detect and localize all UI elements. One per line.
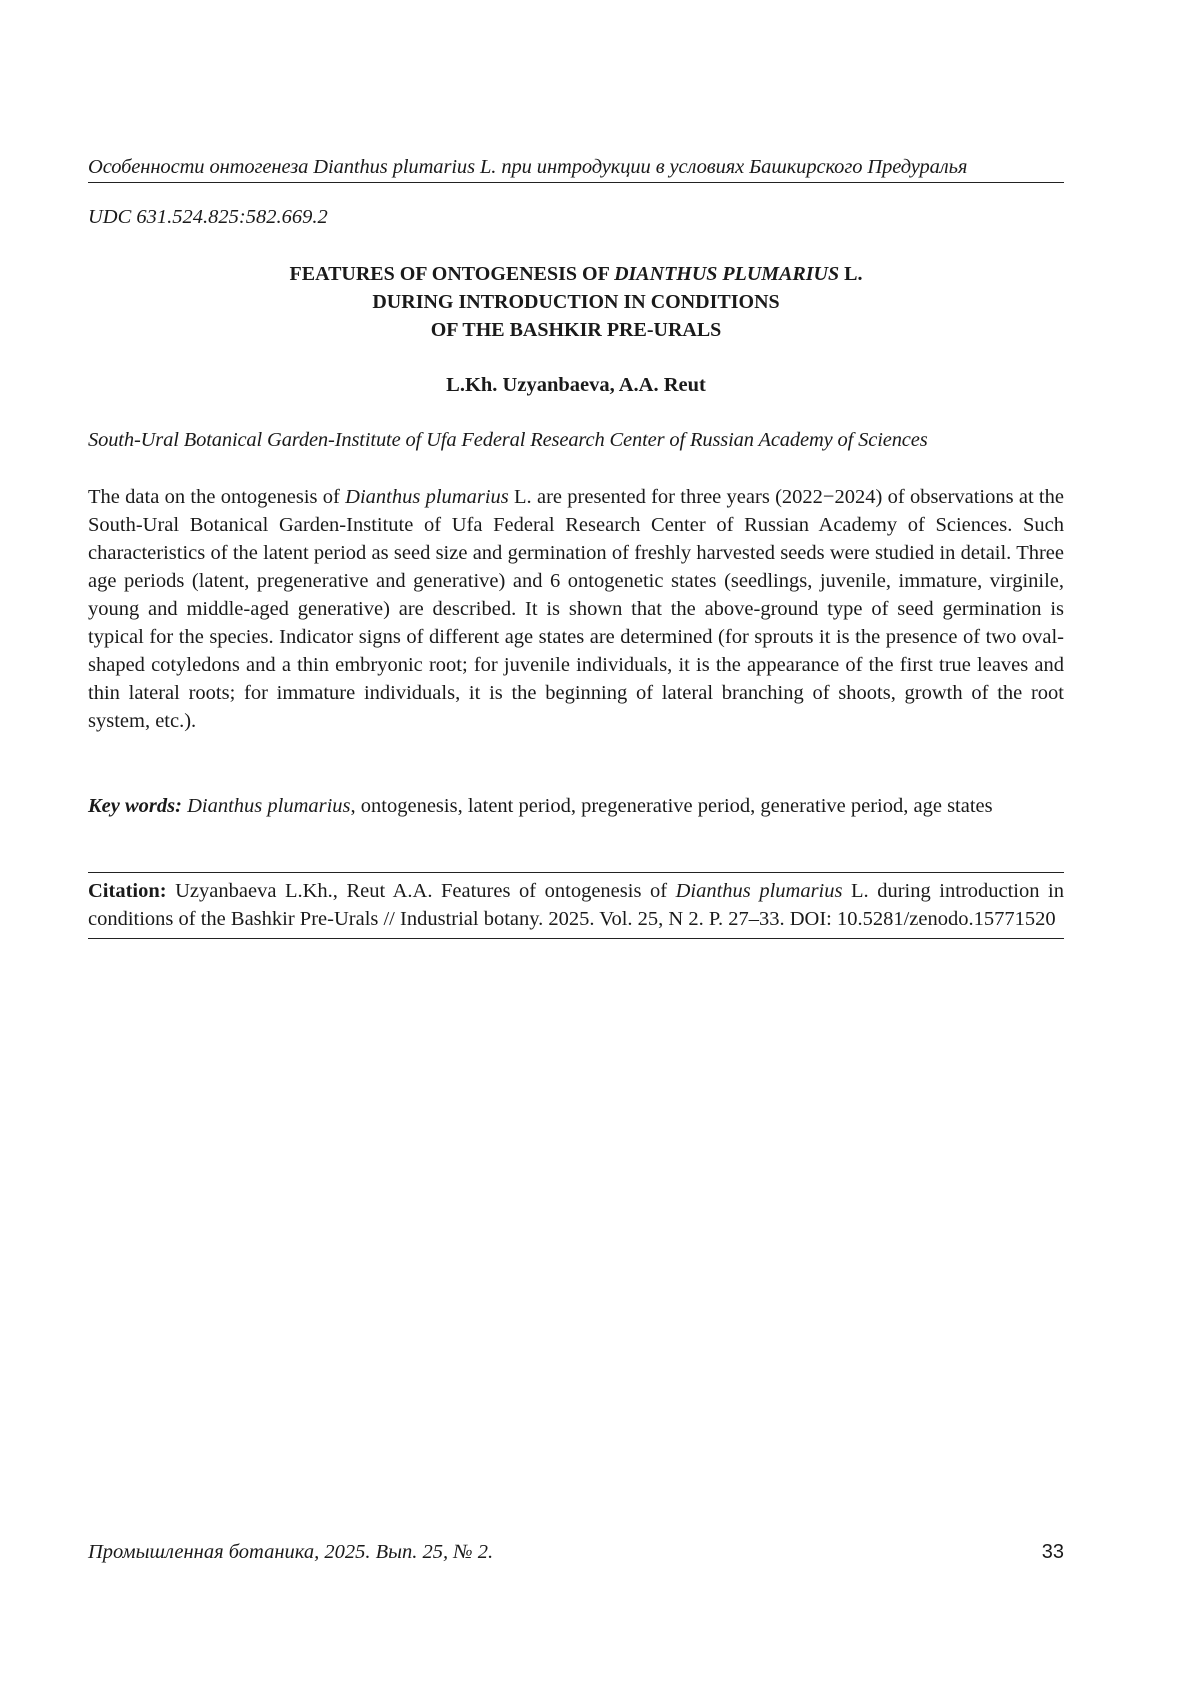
affiliation: South-Ural Botanical Garden-Institute of Ufa Federal Research Center of Russian Academy of Sciences xyxy=(88,428,1064,452)
title-line-3: OF THE BASHKIR PRE-URALS xyxy=(88,316,1064,344)
udc-code: UDC 631.524.825:582.669.2 xyxy=(88,205,328,229)
running-header: Особенности онтогенеза Dianthus plumarius L. при интродукции в условиях Башкирского Предуралья xyxy=(88,155,1064,179)
abstract-body: L. are presented for three years (2022−2024) of observations at the South-Ural Botanical Garden-Institute of Ufa Federal Research Center of Russian Academy of Sciences. Such characteristics of the latent period as seed size and germination of freshly harvested seeds were studied in detail. Three age periods (latent, pregenerative and generative) and 6 ontogenetic states (seedlings, juvenile, immature, virginile, young and middle-aged generative) are described. It is shown that the above-ground type of seed germination is typical for the species. Indicator signs of different age states are determined (for sprouts it is the presence of two oval-shaped cotyledons and a thin embryonic root; for juvenile individuals, it is the appearance of the first true leaves and thin lateral roots; for immature individuals, it is the beginning of lateral branching of shoots, growth of the root system, etc.). xyxy=(88,486,1064,732)
title-species: DIANTHUS PLUMARIUS xyxy=(614,263,839,285)
abstract-species: Dianthus plumarius xyxy=(345,486,509,508)
title-line-1 xyxy=(88,260,1064,288)
article-title xyxy=(88,260,1064,344)
citation-lead: Uzyanbaeva L.Kh., Reut A.A. Features of ontogenesis of xyxy=(167,880,676,902)
citation-rest: L. during introduction in conditions of the Bashkir Pre-Urals // Industrial botany. 2025. Vol. 25, N 2. P. 27–33. DOI: 10.5281/zenodo.15771520 xyxy=(88,880,1064,930)
citation-species: Dianthus plumarius xyxy=(676,880,843,902)
authors: L.Kh. Uzyanbaeva, A.A. Reut xyxy=(88,373,1064,397)
keywords xyxy=(88,792,1064,820)
title-line-1-suffix: L. xyxy=(839,263,862,285)
title-line-1-prefix: FEATURES OF ONTOGENESIS OF xyxy=(290,263,615,285)
abstract-lead: The data on the ontogenesis of xyxy=(88,486,345,508)
keywords-label: Key words: xyxy=(88,795,182,817)
page-number: 33 xyxy=(1020,1540,1064,1564)
citation xyxy=(88,877,1064,933)
citation-box xyxy=(88,872,1064,939)
footer-journal: Промышленная ботаника, 2025. Вып. 25, № 2. xyxy=(88,1540,493,1564)
title-line-2: DURING INTRODUCTION IN CONDITIONS xyxy=(88,288,1064,316)
keywords-list: , ontogenesis, latent period, pregenerative period, generative period, age states xyxy=(351,795,993,817)
keywords-species: Dianthus plumarius xyxy=(182,795,351,817)
header-rule xyxy=(88,182,1064,183)
citation-label: Citation: xyxy=(88,880,167,902)
abstract xyxy=(88,483,1064,735)
